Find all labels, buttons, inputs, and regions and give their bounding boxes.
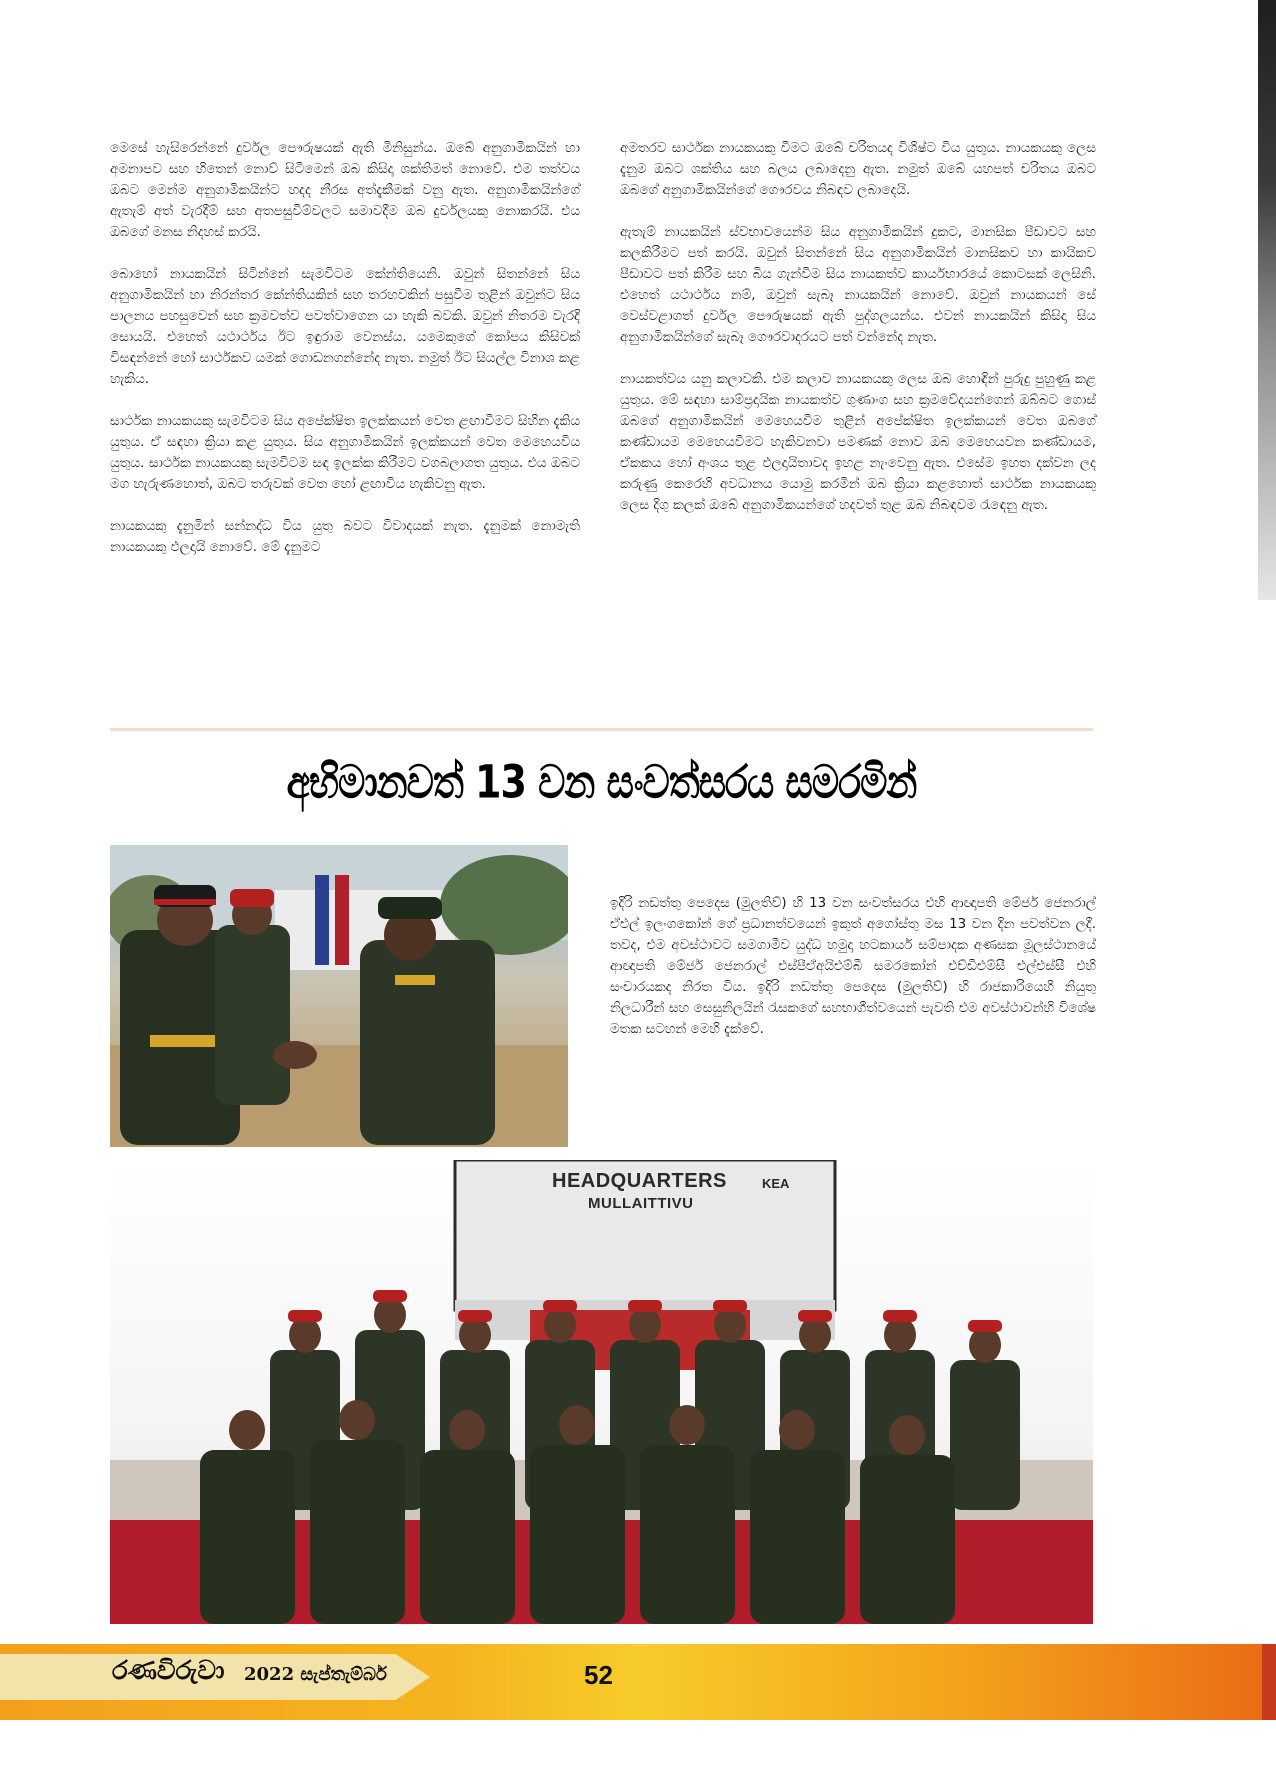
sign-partial-text: KEA (762, 1176, 790, 1191)
paragraph: බොහෝ නායකයින් සිටින්නේ සැමවිටම කේන්තියෙනි. ඔවුන් සිතන්නේ සිය අනුගාමිකයින් හා නිරන්තර කේන්තියකින් සහ තරහවකින් පසුවීම තුළින් ඔවුන්ට සිය පාලනය පහසුවෙන් සහ ක්‍රමවත්ව පවත්වාගෙන යා හැකි බවකි. ඔවුන් නිතරම වැරදි සොයයි. එහෙත් යථාර්ථය ඊට ඉඳුරාම වෙනස්ය. යමෙකුගේ කෝපය කිසිවක් විසඳන්නේ හෝ සාර්ථකව යමක් ගොඩනගන්නේද නැත. නමුත් ඊට සියල්ල විනාශ කළ හැකිය. (110, 267, 580, 387)
paragraph: මෙසේ හැසිරෙන්නේ දුර්වල පෞරුෂයක් ඇති මිනිසුන්ය. ඔබේ අනුගාමිකයින් හා අමනාපව සහ හිතෙන් නොව් සිටීමෙන් ඔබ කිසිදා ශක්තිමත් නොවේ. එම තත්වය ඔබට මෙන්ම අනුගාමිකයින්ට හදද නීරස අත්දැකීමක් වනු ඇත. අනුගාමිකයින්ගේ ඇතැම් අත් වැරදීම් සහ අතපසුවීම්වලට සමාවදීම ඔබ දුර්වලයකු නොකරයි. එය ඔබගේ මනස නිදහස් කරයි. (110, 141, 580, 240)
article-right-column (620, 138, 1096, 537)
paragraph: අමතරව සාර්ථක නායකයකු වීමට ඔබේ චරිතයද විශිෂ්ට විය යුතුය. නායකයකු ලෙස දැනුම ඔබට ශක්තිය සහ බලය ලබාදෙනු ඇත. නමුත් ඔබේ යහපත් චරිතය ඔබට ඔබගේ අනුගාමිකයින්ගේ ගෞරවය නිබඳව ලබාදෙයි. (620, 141, 1096, 198)
paragraph: ඇතැම් නායකයින් ස්වභාවයෙන්ම සිය අනුගාමිකයින් දුකට, මානසික පීඩාවට සහ කලකිරීමට පත් කරයි. ඔවුන් සිතන්නේ සිය අනුගාමිකයින් මානසිකව හා කායිකව පීඩාවට පත් කිරීම සහ බිය ගැන්වීම සිය නායකත්ව කාර්යභාරයේ කොටසක් ලෙසිනි. එහෙත් යථාර්ථය නම්, ඔවුන් සැබෑ නායකයින් නොවේ. ඔවුන් නායකයන් සේ වෙස්වළාගත් දුර්වල පෞරුෂයක් ඇති පුද්ගලයන්ය. එවන් නායකයින් කිසිදා සිය අනුගාමිකයින්ගේ සැබෑ ගෞරවාදරයට පත් වන්නේද නැත. (620, 225, 1096, 345)
group-photo-illustration (110, 1160, 1093, 1624)
issue-date: 2022 සැප්තැම්බර් (244, 1664, 387, 1685)
page-edge-tab (1258, 0, 1276, 600)
paragraph: සාර්ථක නායකයකු සැමවිටම සිය අපේක්ෂිත ඉලක්කයන් වෙත ළඟාවීමට සිහින දැකිය යුතුය. ඒ සඳහා ක්‍රියා කළ යුතුය. සිය අනුගාමිකයින් ඉලක්කයන් වෙත මෙහෙයවිය යුතුය. සාර්ථක නායකයකු සැමවිටම සඳ ඉලක්ක කිරීමට වගබලාගත යුතුය. එය ඔබට මග හැරුණහොත්, ඔබට තරුවක් වෙත හෝ ළඟාවිය හැකිවනු ඇත. (110, 414, 580, 492)
magazine-name: රණවිරුවා (112, 1656, 225, 1686)
group-photo (110, 1160, 1093, 1624)
feature-headline: අභිමානවත් 13 වන සංවත්සරය සමරමින් (286, 755, 917, 809)
footer-edge-tab (1262, 1644, 1276, 1720)
handshake-photo-illustration (110, 845, 568, 1147)
sign-title: HEADQUARTERS (552, 1170, 727, 1192)
paragraph: නායකයකු දැනුමින් සන්නද්ධ විය යුතු බවට විවාදයක් නැත. දැනුමක් නොමැති නායකයකු ඵලදායි නොවේ. මේ දැනුමට (110, 519, 580, 555)
page-number: 52 (584, 1660, 613, 1690)
paragraph: නායකත්වය යනු කලාවකි. එම කලාව නායකයකු ලෙස ඔබ හොඳින් පුරුදු පුහුණු කළ යුතුය. මේ සඳහා සාම්ප්‍රදායික නායකත්ව ගුණාංග සහ ක්‍රමවේදයන්ගෙන් ඔබ්බට ගොස් ඔබගේ අනුගාමිකයින් මෙහෙයවීම තුළින් අපේක්ෂිත ඉලක්කයන් වෙත ඔබගේ කණ්ඩායම මෙහෙයවීමට හැකිවනවා පමණක් නොව ඔබ මෙහෙයවන කණ්ඩායම, ඒකකය හෝ අංශය තුළ ඵලදායිතාවද ඉහළ නැංවෙනු ඇත. එසේම ඉහත දක්වන ලද කරුණු කෙරෙහි අවධානය යොමු කරමින් ඔබ ක්‍රියා කළහොත් සාර්ථක නායකයකු ලෙස දිගු කලක් ඔබේ අනුගාමිකයන්ගේ හදවත් තුළ ඔබ නිබඳවම රැඳෙනු ඇත. (620, 372, 1096, 513)
photo-caption: ඉදිරි නඩත්තු පෙදෙස (මුලතිව්) හි 13 වන සංවත්සරය එහි ආඥාපති මේජර් ජෙනරාල් ඒඑල් ඉලංගකෝන් ගේ ප්‍රධානත්වයෙන් ඉකුත් අගෝස්තු මස 13 වන දින පවත්වන ලදී. තවද, එම අවස්ථාවට සමගාමීව යුද්ධ හමුදා හටකාර්ය සම්පාදක අණසක මූලස්ථානයේ ආඥාපති මේජර් ජෙනරාල් එස්පීඒඅයිඑම්බී සමරකෝන් එච්ඩීඑම්සී එල්එස්සී එහි සංචාරයකද නිරත විය. ඉදිරි නඩත්තු පෙදෙස (මුලතිව්) හි රාජකාරියෙහි නියුතු නිලධාරීන් සහ සෙසුනිලයින් රැසකගේ සහභාගීත්වයෙන් පැවති එම අවස්ථාවන්හි විශේෂ මතක සටහන් මෙහි දැක්වේ. (610, 896, 1096, 1037)
section-divider (110, 728, 1093, 731)
sign-subtitle: MULLAITTIVU (588, 1195, 694, 1212)
handshake-photo (110, 845, 568, 1147)
article-left-column (110, 138, 580, 579)
